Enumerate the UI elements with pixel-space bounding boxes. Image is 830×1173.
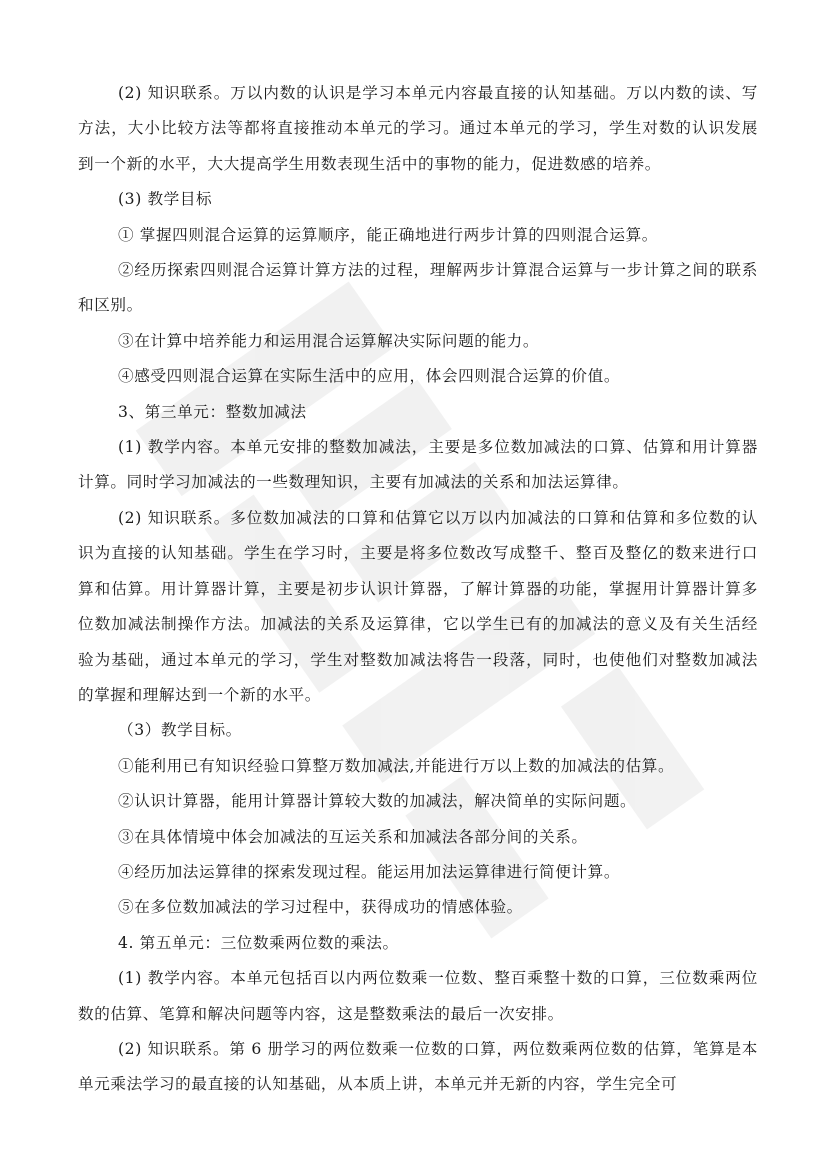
section-heading: 3、第三单元：整数加减法 — [118, 402, 307, 421]
list-item: ① 掌握四则混合运算的运算顺序，能正确地进行两步计算的四则混合运算。 — [118, 225, 658, 244]
list-item: ④感受四则混合运算在实际生活中的应用，体会四则混合运算的价值。 — [118, 367, 621, 386]
list-item: ②认识计算器，能用计算器计算较大数的加减法，解决简单的实际问题。 — [118, 792, 637, 811]
section-heading: (3) 教学目标 — [118, 190, 213, 209]
document-body — [78, 76, 758, 1103]
section-heading: 4. 第五单元：三位数乘两位数的乘法。 — [118, 933, 399, 952]
list-item: ②经历探索四则混合运算计算方法的过程，理解两步计算混合运算与一步计算之间的联系和区别。 — [78, 261, 758, 315]
paragraph: (2) 知识联系。第 6 册学习的两位数乘一位数的口算，两位数乘两位数的估算，笔算是本单元乘法学习的最直接的认知基础，从本质上讲，本单元并无新的内容，学生完全可 — [78, 1039, 758, 1094]
list-item: ③在具体情境中体会加减法的互运关系和加减法各部分间的关系。 — [118, 827, 588, 846]
paragraph: (2) 知识联系。万以内数的认识是学习本单元内容最直接的认知基础。万以内数的读、写方法，大小比较方法等都将直接推动本单元的学习。通过本单元的学习，学生对数的认识发展到一个新的水平，大大提高学生用数表现生活中的事物的能力，促进数感的培养。 — [78, 84, 758, 173]
paragraph: (1) 教学内容。本单元安排的整数加减法，主要是多位数加减法的口算、估算和用计算器计算。同时学习加减法的一些数理知识，主要有加减法的关系和加法运算律。 — [78, 438, 758, 492]
section-heading: （3）教学目标。 — [118, 721, 242, 740]
list-item: ④经历加法运算律的探索发现过程。能运用加法运算律进行简便计算。 — [118, 862, 621, 881]
list-item: ③在计算中培养能力和运用混合运算解决实际问题的能力。 — [118, 331, 540, 350]
list-item: ①能利用已有知识经验口算整万数加减法,并能进行万以上数的加减法的估算。 — [118, 756, 675, 775]
paragraph: (1) 教学内容。本单元包括百以内两位数乘一位数、整百乘整十数的口算，三位数乘两位数的估算、笔算和解决问题等内容，这是整数乘法的最后一次安排。 — [78, 969, 758, 1023]
list-item: ⑤在多位数加减法的学习过程中，获得成功的情感体验。 — [118, 898, 523, 917]
paragraph: (2) 知识联系。多位数加减法的口算和估算它以万以内加减法的口算和估算和多位数的认识为直接的认知基础。学生在学习时，主要是将多位数改写成整千、整百及整亿的数来进行口算和估算。用计算器计算，主要是初步认识计算器，了解计算器的功能，掌握用计算器计算多位数加减法制操作方法。加减法的关系及运算律，它以学生已有的加减法的意义及有关生活经验为基础，通过本单元的学习，学生对整数加减法将告一段落，同时，也使他们对整数加减法的掌握和理解达到一个新的水平。 — [78, 508, 758, 704]
